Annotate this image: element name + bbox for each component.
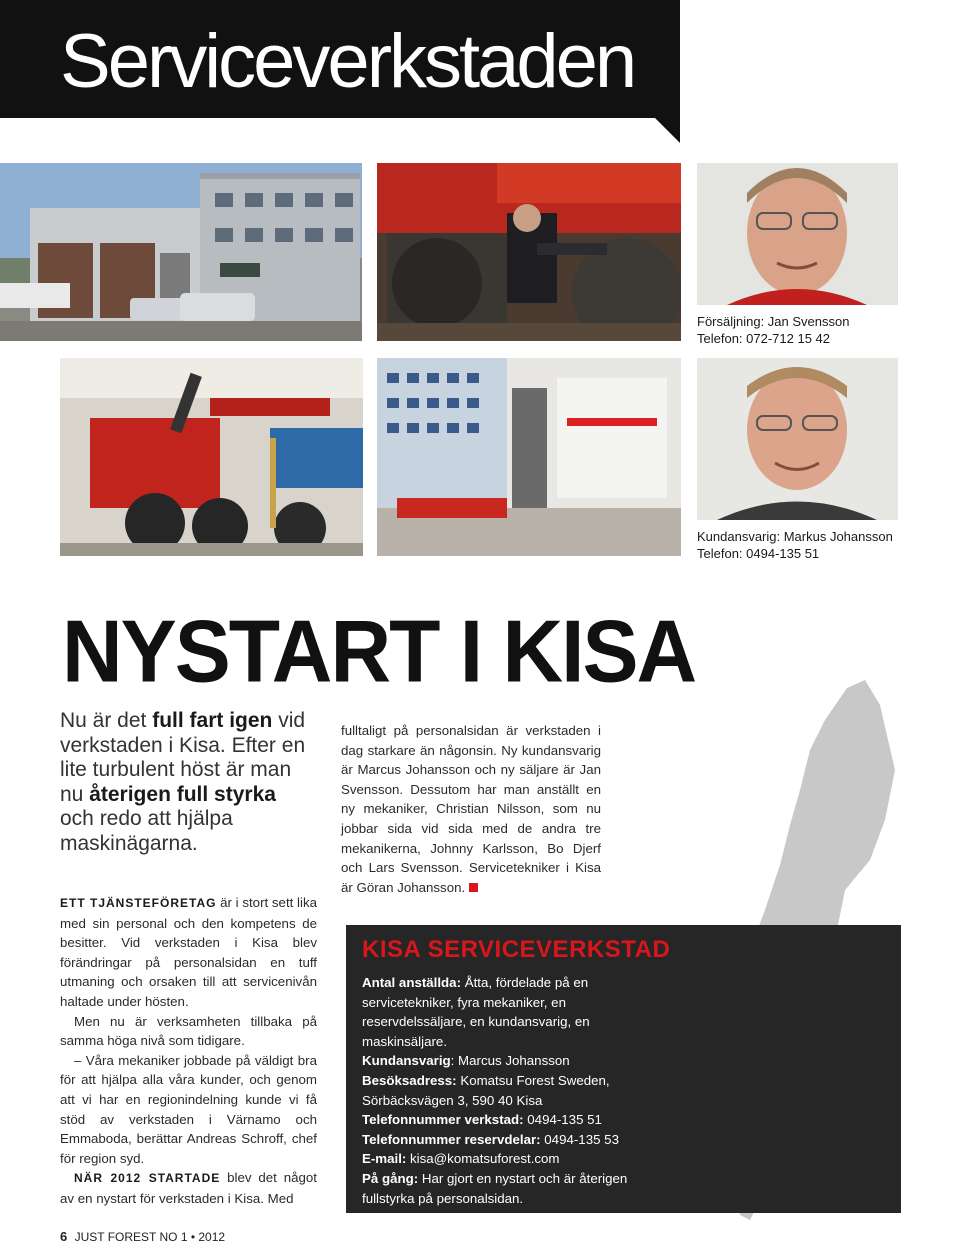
headline: NYSTART I KISA xyxy=(62,601,696,701)
contact-sales-name: Försäljning: Jan Svensson xyxy=(697,314,850,329)
fact-upcoming xyxy=(362,1169,662,1208)
workshop-building-photo xyxy=(0,163,362,341)
lead-paragraph xyxy=(60,709,310,856)
fact-customer-manager xyxy=(362,1051,662,1071)
fact-visiting-address xyxy=(362,1071,662,1110)
fact-email-value: kisa@komatsuforest.com xyxy=(406,1151,560,1167)
mechanic-at-work-photo xyxy=(377,163,681,341)
fact-employees-label: Antal anställda: xyxy=(362,975,462,990)
fact-email xyxy=(362,1149,662,1169)
page-footer xyxy=(60,1229,225,1244)
fact-phone-workshop xyxy=(362,1110,662,1130)
lead-bold-1: full fart igen xyxy=(152,709,273,732)
fact-employees-value: Åtta, fördelade på en servicetekniker, fyra mekaniker, en reservdelssäljare, en kundansvarig, en maskinsäljare. xyxy=(362,975,590,1049)
fact-upcoming-value: Har gjort en nystart och är återigen fullstyrka på personalsidan. xyxy=(362,1170,628,1206)
contact-customer-phone: Telefon: 0494-135 51 xyxy=(697,546,820,561)
body-paragraph-4 xyxy=(60,1168,317,1208)
fact-visiting-address-label: Besöksadress: xyxy=(362,1072,457,1088)
fact-phone-workshop-value: 0494-135 51 xyxy=(523,1112,602,1128)
fact-customer-manager-label: Kundansvarig xyxy=(362,1053,451,1069)
body-paragraph-1-lead: ETT TJÄNSTEFÖRETAG xyxy=(60,896,217,910)
lead-text-3: och redo att hjälpa maskinägarna. xyxy=(60,807,233,855)
header-notch xyxy=(655,118,680,143)
contact-caption-customer xyxy=(697,528,893,562)
body-paragraph-1-text: är i stort sett lika med sin personal och den kompetens de besitter. Vid verkstaden i Kisa blev förändringar på personalsidan en tuff utmaning och orsaken till att servicenivån haltade under hösten. xyxy=(60,895,317,1009)
body-column-2 xyxy=(341,721,601,897)
body-paragraph-3: – Våra mekaniker jobbade på väldigt bra för att hjälpa alla våra kunder, och genom att vi har en regionindelning kunde vi få stöd av verkstaden i Värnamo och Emmaboda, berättar Andreas Schroff, chef för region syd. xyxy=(60,1052,317,1166)
lead-text-2: vid verkstaden i Kisa. Efter en lite turbulent höst är man nu xyxy=(60,709,306,806)
fact-phone-parts-value: 0494-135 53 xyxy=(540,1131,619,1147)
fact-customer-manager-value: : Marcus Johansson xyxy=(450,1053,570,1069)
fact-phone-workshop-label: Telefonnummer verkstad: xyxy=(362,1112,524,1128)
lead-text-1: Nu är det xyxy=(60,709,153,732)
end-of-article-marker xyxy=(469,883,478,892)
page-number: 6 xyxy=(60,1229,68,1244)
body-paragraph-4-lead: NÄR 2012 STARTADE xyxy=(74,1171,221,1186)
fact-box-list xyxy=(362,973,662,1208)
spare-parts-shop-photo xyxy=(377,358,681,556)
contact-sales-phone: Telefon: 072-712 15 42 xyxy=(697,331,830,346)
lead-bold-2: återigen full styrka xyxy=(89,782,276,806)
fact-visiting-address-value: Komatsu Forest Sweden, Sörbäcksvägen 3, 590 40 Kisa xyxy=(362,1072,610,1108)
forestry-machine-workshop-photo xyxy=(60,358,363,556)
body-paragraph-1 xyxy=(60,893,317,1012)
body-column-2-paragraph xyxy=(341,721,601,897)
body-paragraph-4-text: blev det något av en nystart för verkstaden i Kisa. Med xyxy=(60,1170,317,1206)
fact-email-label: E-mail: xyxy=(362,1151,407,1167)
body-paragraph-2: Men nu är verksamheten tillbaka på samma höga nivå som tidigare. xyxy=(60,1013,317,1049)
contact-customer-name: Kundansvarig: Markus Johansson xyxy=(697,529,893,544)
publication-name: JUST FOREST NO 1 • 2012 xyxy=(74,1230,226,1244)
fact-phone-parts-label: Telefonnummer reservdelar: xyxy=(362,1131,541,1147)
portrait-markus-johansson xyxy=(697,358,898,520)
body-column-1 xyxy=(60,893,317,1209)
contact-caption-sales xyxy=(697,313,849,347)
fact-employees xyxy=(362,973,662,1051)
fact-box-title: KISA SERVICEVERKSTAD xyxy=(362,936,671,963)
body-column-2-text: fulltaligt på personalsidan är verkstaden i dag starkare än någonsin. Ny kundansvarig är Marcus Johansson och ny säljare är Jan Svensson. Dessutom har man anställt en ny mekaniker, Christian Nilsson, som nu jobbar sida vid sida med de andra tre mekanikerna, Johnny Karlsson, Bo Djerf och Lars Svensson. Servicetekniker i Kisa är Göran Johansson. xyxy=(341,723,601,895)
section-title: Serviceverkstaden xyxy=(60,19,635,104)
fact-upcoming-label: På gång: xyxy=(362,1170,419,1186)
portrait-jan-svensson xyxy=(697,163,898,305)
fact-phone-parts xyxy=(362,1130,662,1150)
